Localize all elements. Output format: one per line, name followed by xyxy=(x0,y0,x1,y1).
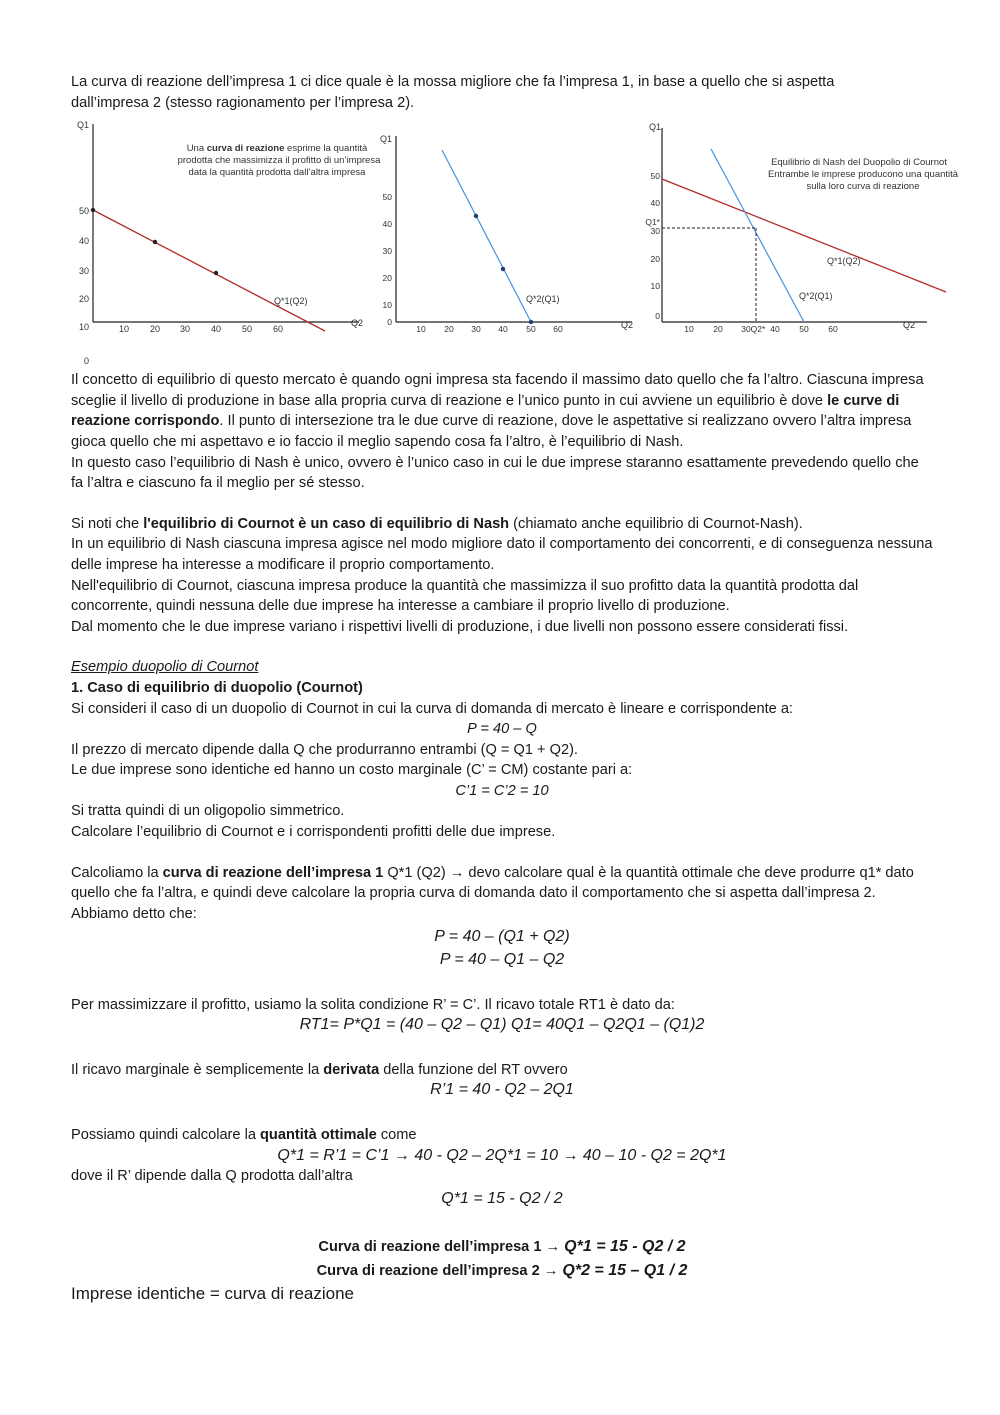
c3-ytick: 0 xyxy=(655,311,660,322)
c2-ytick: 30 xyxy=(382,246,392,257)
para1-text: Il concetto di equilibrio di questo mercato è quando ogni impresa sta facendo il massimo dato quello che fa l’altro. Ciascuna impresa sceglie il livello di produzione in base alla propria curva di reazione e l’unico punto in cui avviene un equilibrio è dove le curve di reazione corrispondo. Il punto di intersezione tra le due curve di reazione, dove le aspettative si realizzano ovvero l’altra impresa gioca quello che mi aspettavo e io faccio il meglio sapendo cosa fa l’altro, è l’equilibrio di Nash. xyxy=(71,372,924,450)
example-line-5: Calcolare l’equilibrio di Cournot e i corrispondenti profitti delle due imprese. xyxy=(71,824,556,841)
c1-xtick: 30 xyxy=(179,324,191,335)
identical-firms-note: Imprese identiche = curva di reazione xyxy=(71,1284,355,1304)
c1-ytick: 0 xyxy=(83,356,89,367)
calc-marginal-revenue-text: Il ricavo marginale è semplicemente la derivata della funzione del RT ovvero xyxy=(71,1061,568,1078)
c2-xtick: 10 xyxy=(416,324,426,335)
c1-point xyxy=(214,271,218,275)
c1-point xyxy=(91,208,95,212)
document-page xyxy=(71,72,959,1305)
c3-ylabel: Q1 xyxy=(649,122,662,133)
c1-xtick: 40 xyxy=(210,324,222,335)
calc-equation-price-2: P = 40 – Q1 – Q2 xyxy=(439,951,565,969)
c3-note-line-2: Entrambe le imprese producono una quantità xyxy=(767,169,959,181)
calc-equation-price-1: P = 40 – (Q1 + Q2) xyxy=(434,928,570,946)
c2-xtick: 60 xyxy=(553,324,563,335)
c3-ytick: 10 xyxy=(650,281,660,292)
c2-curve-label: Q*2(Q1) xyxy=(526,294,560,305)
c2-xtick: 50 xyxy=(526,324,536,335)
c3-ytick: Q1* xyxy=(645,217,660,228)
c1-xlabel: Q2 xyxy=(351,318,364,329)
c2-point xyxy=(529,320,533,324)
c2-ytick: 10 xyxy=(382,300,392,311)
c1-note-line-2: prodotta che massimizza il profitto di un’impresa xyxy=(177,155,381,167)
intro-line-1: La curva di reazione dell’impresa 1 ci dice quale è la mossa migliore che fa l’impresa 1, in base a quello che si aspetta xyxy=(71,74,835,90)
c1-note-line-3: data la quantità prodotta dall’altra impresa xyxy=(188,167,366,179)
c1-xtick: 10 xyxy=(118,324,130,335)
c3-xtick: 50 xyxy=(799,324,809,335)
reaction-curve-firm1-result: Curva di reazione dell’impresa 1 → Q*1 = 15 - Q2 / 2 xyxy=(318,1238,686,1256)
example-subheading: 1. Caso di equilibrio di duopolio (Cournot) xyxy=(71,679,363,696)
example-line-1: Si consideri il caso di un duopolio di Cournot in cui la curva di domanda di mercato è lineare e corrispondente a: xyxy=(71,700,793,717)
c1-curve-label: Q*1(Q2) xyxy=(274,296,308,307)
c1-point xyxy=(153,240,157,244)
c3-ytick: 50 xyxy=(650,171,660,182)
c2-ytick: 0 xyxy=(387,317,392,328)
example-line-3: Le due imprese sono identiche ed hanno un costo marginale (C’ = CM) costante pari a: xyxy=(71,762,633,779)
calc-abbiamo-detto: Abbiamo detto che: xyxy=(71,905,197,922)
c3-xtick: 20 xyxy=(713,324,723,335)
c3-xtick: 60 xyxy=(828,324,838,335)
c2-point xyxy=(474,214,478,218)
calc-depends-text: dove il R’ dipende dalla Q prodotta dall’altra xyxy=(71,1168,353,1185)
c3-xtick: 10 xyxy=(684,324,694,335)
c3-label-blue: Q*2(Q1) xyxy=(799,291,833,302)
c1-ytick: 40 xyxy=(78,236,89,247)
c1-xtick: 20 xyxy=(149,324,161,335)
c3-xtick: 40 xyxy=(770,324,780,335)
para1-nash-unique: In questo caso l’equilibrio di Nash è unico, ovvero è l’unico caso in cui le due imprese staranno esattamente prevedendo quello che fa l’altra e ciascuno fa il meglio per sé stesso. xyxy=(71,454,919,492)
c1-reaction-curve xyxy=(93,210,325,331)
c3-ytick: 30 xyxy=(650,226,660,237)
para2-levels-not-fixed: Dal momento che le due imprese variano i rispettivi livelli di produzione, i due livelli non possono essere considerati fissi. xyxy=(71,618,849,635)
c1-ytick: 30 xyxy=(78,266,89,277)
c2-xtick: 40 xyxy=(498,324,508,335)
c2-ylabel: Q1 xyxy=(380,134,393,145)
example-line-4: Si tratta quindi di un oligopolio simmetrico. xyxy=(71,803,345,820)
chart-reaction-curve-firm1 xyxy=(69,116,381,367)
calc-optimal-quantity-text: Possiamo quindi calcolare la quantità ottimale come xyxy=(71,1127,417,1143)
c2-xtick: 20 xyxy=(444,324,454,335)
c3-ytick: 20 xyxy=(650,254,660,265)
c2-xlabel: Q2 xyxy=(621,320,634,331)
para2-cournot-definition: Nell'equilibrio di Cournot, ciascuna impresa produce la quantità che massimizza il suo profitto data la quantità prodotta dal concorrente, quindi nessuna delle due imprese ha interesse a cambiare il proprio livello di produzione. xyxy=(71,577,859,615)
example-equation-demand: P = 40 – Q xyxy=(467,721,537,738)
c3-label-red: Q*1(Q2) xyxy=(827,256,861,267)
c2-reaction-curve xyxy=(442,150,531,322)
c3-xlabel: Q2 xyxy=(903,320,916,331)
reaction-curve-firm2-result: Curva di reazione dell’impresa 2 → Q*2 = 15 – Q1 / 2 xyxy=(316,1262,688,1280)
para2-cournot-nash: Si noti che l'equilibrio di Cournot è un caso di equilibrio di Nash (chiamato anche equilibrio di Cournot-Nash). xyxy=(71,515,803,532)
c2-ytick: 50 xyxy=(382,192,392,203)
example-line-2: Il prezzo di mercato dipende dalla Q che produrranno entrambi (Q = Q1 + Q2). xyxy=(71,741,578,758)
c2-xtick: 30 xyxy=(471,324,481,335)
calc-equation-marginal-revenue: R’1 = 40 - Q2 – 2Q1 xyxy=(430,1081,574,1099)
c3-note-line-1: Equilibrio di Nash del Duopolio di Cournot xyxy=(771,157,947,169)
c1-ylabel: Q1 xyxy=(77,120,90,131)
c1-xtick: 50 xyxy=(241,324,253,335)
c3-xtick: 30 xyxy=(741,324,751,335)
c1-xtick: 60 xyxy=(272,324,284,335)
calc-profit-condition: Per massimizzare il profitto, usiamo la solita condizione R’ = C’. Il ricavo totale RT1 è dato da: xyxy=(71,996,675,1013)
reaction-curve-figures xyxy=(69,116,959,367)
c3-reaction-curve-firm1 xyxy=(662,179,946,292)
c3-xtick: Q2* xyxy=(750,324,766,335)
c3-ytick: 40 xyxy=(650,198,660,209)
example-heading: Esempio duopolio di Cournot xyxy=(71,659,259,676)
intro-line-2: dall’impresa 2 (stesso ragionamento per l’impresa 2). xyxy=(71,94,415,111)
c2-ytick: 40 xyxy=(382,219,392,230)
c1-ytick: 50 xyxy=(78,206,89,217)
c2-ytick: 20 xyxy=(382,273,392,284)
c1-ytick: 10 xyxy=(78,322,89,333)
chart-reaction-curve-firm2 xyxy=(374,116,639,348)
chart-nash-equilibrium xyxy=(645,116,959,348)
example-equation-cost: C’1 = C’2 = 10 xyxy=(455,782,549,799)
c1-note-line-1: Una curva di reazione esprime la quantità xyxy=(186,143,368,155)
calc-equation-optimal: Q*1 = R’1 = C’1 → 40 - Q2 – 2Q*1 = 10 → 40 – 10 - Q2 = 2Q*1 xyxy=(277,1146,727,1164)
c2-point xyxy=(501,267,505,271)
calc-equation-q1-star: Q*1 = 15 - Q2 / 2 xyxy=(441,1189,563,1207)
c3-note-line-3: sulla loro curva di reazione xyxy=(806,181,920,193)
calc-intro: Calcoliamo la curva di reazione dell’impresa 1 Q*1 (Q2) → devo calcolare qual è la quantità ottimale che deve produrre q1* dato quello che fa l’altra, e quindi deve calcolare la propria curva di domanda dato il comportamento che si aspetta dall’impresa 2. xyxy=(71,864,914,902)
para2-nash-definition: In un equilibrio di Nash ciascuna impresa agisce nel modo migliore dato il comportamento dei concorrenti, e di conseguenza nessuna delle imprese ha interesse a modificare il proprio comportamento. xyxy=(71,536,933,573)
c1-ytick: 20 xyxy=(78,294,89,305)
calc-equation-revenue: RT1= P*Q1 = (40 – Q2 – Q1) Q1= 40Q1 – Q2Q1 – (Q1)2 xyxy=(299,1016,705,1034)
